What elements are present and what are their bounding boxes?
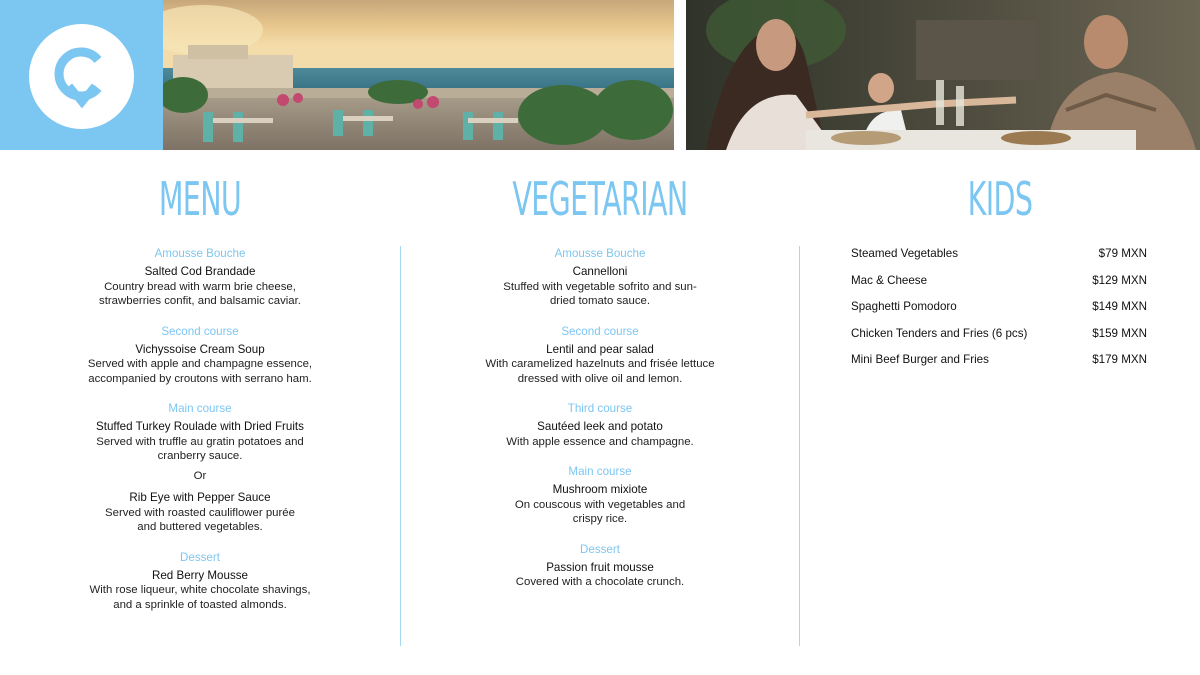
- dish-description: With apple essence and champagne.: [506, 435, 694, 448]
- dish-description: Covered with a chocolate crunch.: [515, 576, 685, 588]
- vegetarian-course: [450, 464, 750, 527]
- dish-name: Mushroom mixiote: [552, 483, 648, 496]
- dish-name: Red Berry Mousse: [151, 568, 248, 582]
- vegetarian-course: [450, 324, 750, 387]
- dish-description: Served with truffle au gratin potatoes and: [96, 435, 304, 448]
- kids-item-name: Mini Beef Burger and Fries: [851, 353, 989, 367]
- kids-item-price: $149 MXN: [1092, 300, 1147, 314]
- dish-name: Salted Cod Brandade: [144, 265, 256, 278]
- course-label: Amousse Bouche: [154, 247, 246, 260]
- kids-item-name: Chicken Tenders and Fries (6 pcs): [851, 326, 1028, 340]
- dish-description: and buttered vegetables.: [137, 521, 263, 533]
- dish-description: accompanied by croutons with serrano ham.: [88, 372, 312, 385]
- course-label: Dessert: [580, 542, 620, 556]
- dish-description: Served with roasted cauliflower purée: [105, 506, 295, 519]
- dish-description: dried tomato sauce.: [549, 295, 651, 307]
- restaurant-terrace-photo: [163, 0, 674, 150]
- dish-description: Country bread with warm brie cheese,: [104, 280, 296, 293]
- dish-name: Stuffed Turkey Roulade with Dried Fruits: [96, 420, 304, 433]
- family-dinner-photo: [686, 0, 1200, 150]
- kids-item-price: $179 MXN: [1092, 353, 1147, 367]
- vegetarian-title: VEGETARIAN: [512, 172, 688, 226]
- dish-name: Sautéed leek and potato: [537, 420, 663, 433]
- vegetarian-course: [450, 401, 750, 449]
- course-label: Third course: [567, 402, 633, 415]
- menu-course: [50, 401, 350, 535]
- menu-column: [50, 246, 350, 627]
- menu-course: [50, 324, 350, 387]
- logo-panel: [0, 0, 163, 150]
- course-label: Second course: [561, 324, 639, 338]
- dish-description: On couscous with vegetables and: [514, 498, 686, 511]
- menu-course: [50, 246, 350, 309]
- course-label: Main course: [568, 465, 632, 478]
- dish-name: Passion fruit mousse: [546, 560, 654, 574]
- list-item: [851, 273, 1147, 300]
- kids-title: KIDS: [967, 172, 1033, 226]
- column-divider: [400, 246, 401, 646]
- dish-name: Lentil and pear salad: [546, 342, 654, 356]
- dish-description: With caramelized hazelnuts and frisée lettuce: [485, 358, 715, 370]
- column-divider: [799, 246, 800, 646]
- menu-course: [50, 550, 350, 613]
- course-label: Main course: [168, 402, 232, 415]
- kids-item-name: Mac & Cheese: [851, 273, 928, 287]
- menu-title: MENU: [158, 172, 242, 226]
- list-item: [851, 352, 1147, 379]
- dish-description: cranberry sauce.: [157, 450, 243, 462]
- kids-item-name: Steamed Vegetables: [851, 247, 958, 260]
- dish-description: strawberries confit, and balsamic caviar.: [99, 295, 301, 307]
- kids-item-price: $159 MXN: [1092, 326, 1147, 340]
- location-pin-c-icon: [29, 24, 134, 129]
- course-label: Second course: [161, 324, 239, 338]
- logo: [29, 24, 134, 129]
- dish-description: and a sprinkle of toasted almonds.: [113, 598, 287, 611]
- dish-description: Stuffed with vegetable sofrito and sun-: [503, 280, 697, 293]
- vegetarian-column: [450, 246, 750, 605]
- list-item: [851, 246, 1147, 273]
- dish-description: dressed with olive oil and lemon.: [517, 372, 683, 385]
- header-banner: [0, 0, 1200, 150]
- vegetarian-course: [450, 542, 750, 590]
- course-label: Amousse Bouche: [554, 247, 646, 260]
- dish-name: Rib Eye with Pepper Sauce: [129, 491, 271, 504]
- kids-item-price: $129 MXN: [1092, 273, 1147, 287]
- kids-item-name: Spaghetti Pomodoro: [851, 300, 957, 314]
- list-item: [851, 299, 1147, 326]
- dish-description: Served with apple and champagne essence,: [87, 358, 313, 370]
- kids-menu-list: [851, 246, 1147, 379]
- dish-description: With rose liqueur, white chocolate shavings,: [89, 584, 311, 596]
- kids-item-price: $79 MXN: [1098, 247, 1147, 260]
- course-label: Dessert: [180, 550, 220, 564]
- vegetarian-course: [450, 246, 750, 309]
- dish-description: crispy rice.: [572, 513, 628, 525]
- list-item: [851, 326, 1147, 353]
- dish-name: Vichyssoise Cream Soup: [135, 342, 265, 356]
- or-separator: Or: [193, 469, 207, 482]
- dish-name: Cannelloni: [572, 265, 628, 278]
